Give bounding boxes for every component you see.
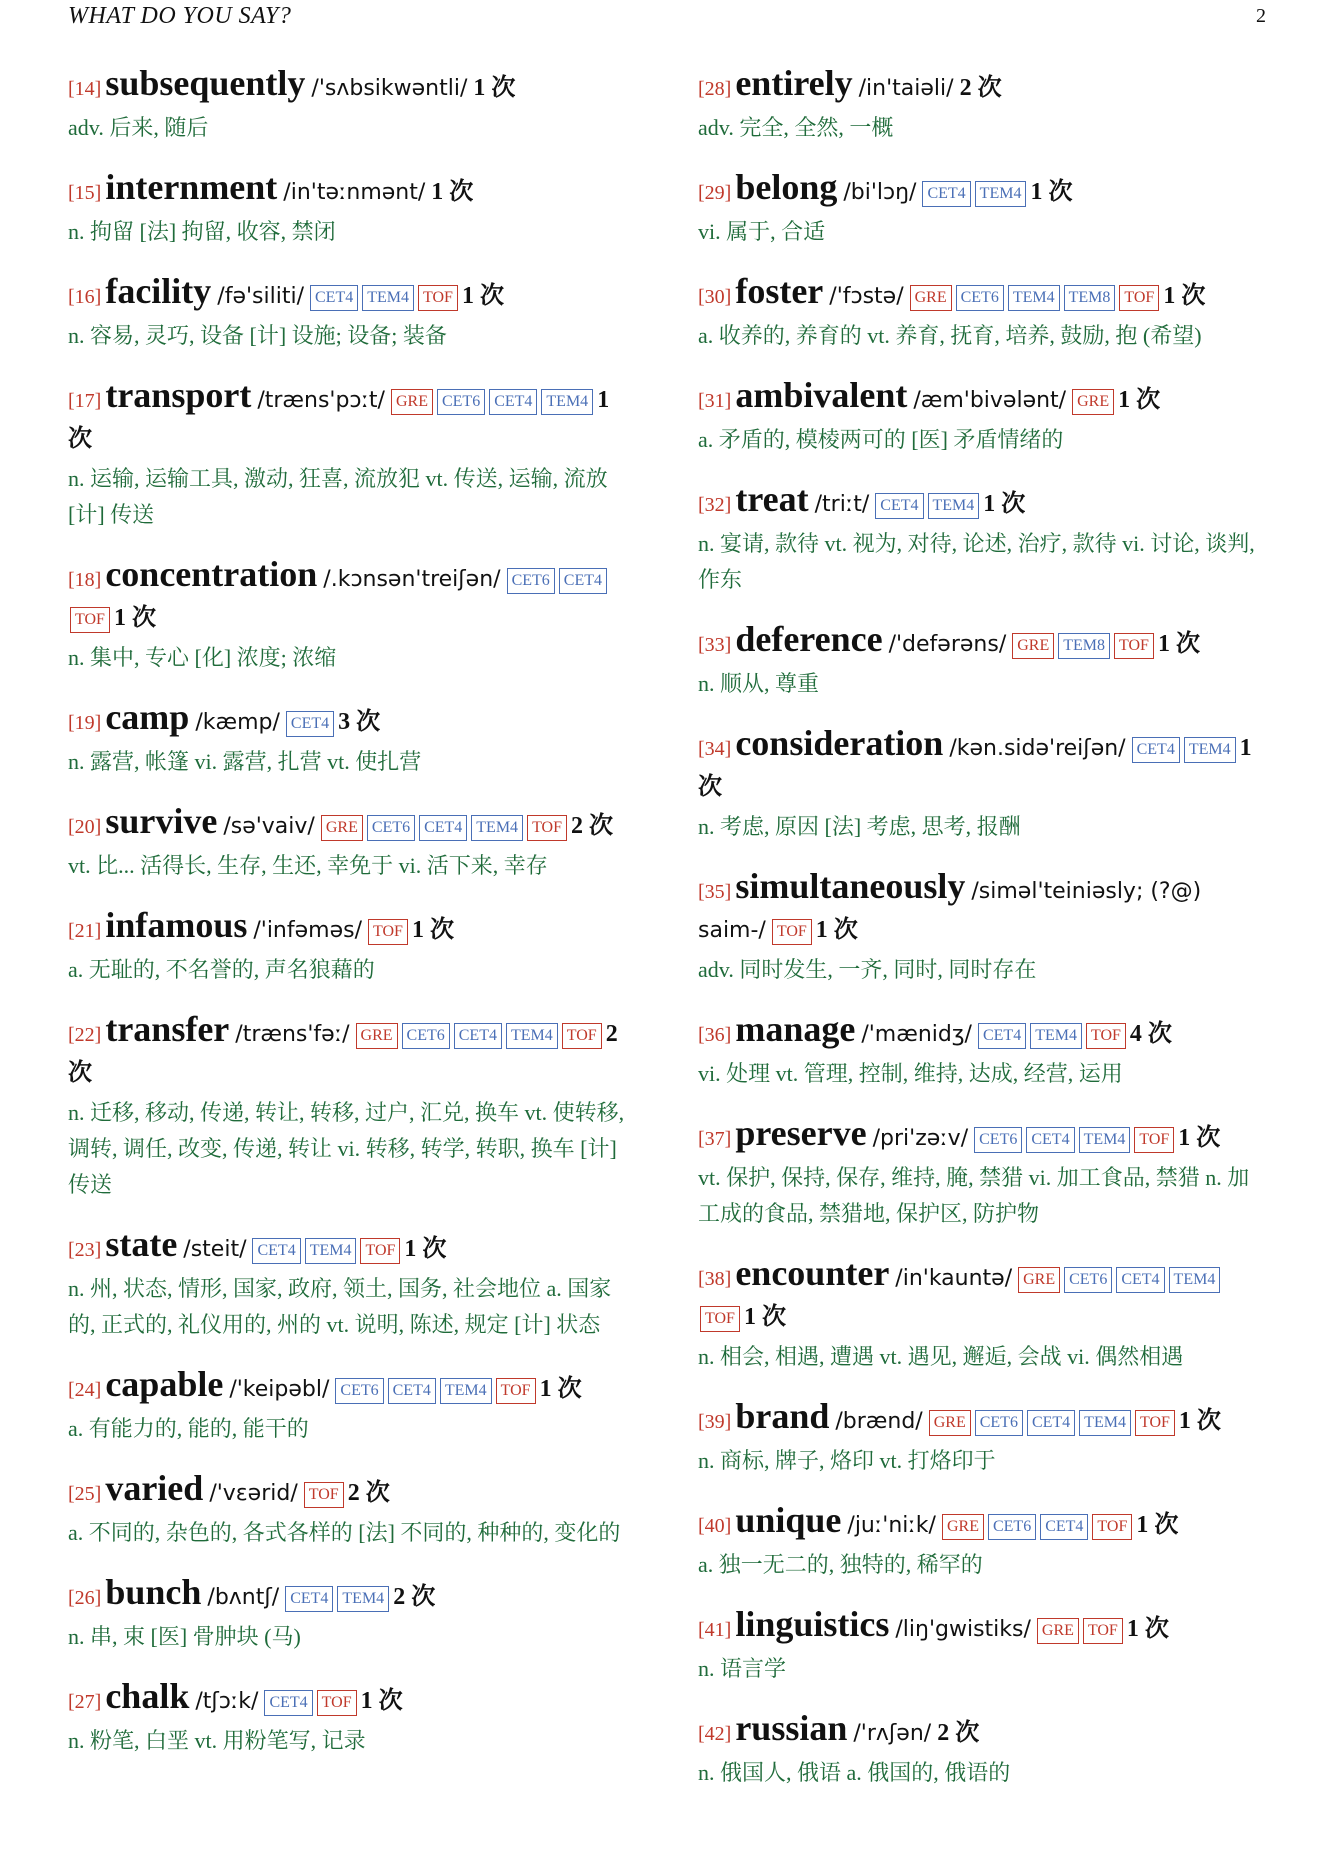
pronunciation: /'rʌʃən/: [853, 1721, 932, 1746]
headword: foster: [735, 271, 824, 311]
vocab-entry: [68, 1010, 636, 1203]
entry-number: [15]: [68, 182, 102, 204]
vocab-entry: [68, 1677, 636, 1759]
entry-number: [39]: [698, 1411, 732, 1433]
definition: a. 无耻的, 不名誉的, 声名狼藉的: [68, 957, 375, 982]
vocab-entry: [68, 555, 636, 676]
exam-tag: TEM8: [1058, 633, 1110, 659]
headword: unique: [735, 1500, 842, 1540]
entry-number: [21]: [68, 920, 102, 942]
occurrence-count: 1 次: [539, 1376, 582, 1402]
exam-tag: TOF: [1086, 1023, 1126, 1049]
entry-head: [68, 1573, 636, 1617]
exam-tag: CET4: [252, 1238, 300, 1264]
entry-number: [41]: [698, 1619, 732, 1641]
entry-head: [68, 1677, 636, 1721]
exam-tag: TEM4: [362, 285, 414, 311]
entry-head: [68, 1010, 636, 1093]
exam-tag: CET6: [988, 1514, 1036, 1540]
exam-tag: TEM4: [1008, 285, 1060, 311]
occurrence-count: 1 次: [411, 917, 454, 943]
entry-head: [698, 272, 1266, 316]
exam-tag: CET6: [956, 285, 1004, 311]
exam-tag: TOF: [368, 919, 408, 945]
exam-tag: CET6: [507, 568, 555, 594]
exam-tag: CET4: [454, 1023, 502, 1049]
exam-tag: TOF: [1135, 1410, 1175, 1436]
definition: n. 露营, 帐篷 vi. 露营, 扎营 vt. 使扎营: [68, 749, 422, 774]
occurrence-count: 4 次: [1129, 1021, 1172, 1047]
page-header: [68, 0, 1266, 32]
exam-tag: CET4: [978, 1023, 1026, 1049]
vocab-entry: [68, 272, 636, 354]
entry-number: [30]: [698, 286, 732, 308]
definition: vi. 处理 vt. 管理, 控制, 维持, 达成, 经营, 运用: [698, 1061, 1123, 1086]
headword: camp: [105, 697, 190, 737]
vocab-entry: [68, 64, 636, 146]
exam-tag: CET4: [922, 181, 970, 207]
right-column: [698, 64, 1266, 1813]
pronunciation: /'defərəns/: [888, 632, 1007, 657]
headword: russian: [735, 1708, 848, 1748]
pronunciation: /bʌntʃ/: [207, 1585, 280, 1610]
exam-tag: TOF: [496, 1378, 536, 1404]
exam-tag: TEM4: [440, 1378, 492, 1404]
exam-tag: CET6: [335, 1378, 383, 1404]
occurrence-count: 2 次: [571, 813, 613, 839]
pronunciation: /in'kauntə/: [895, 1266, 1013, 1291]
exam-tag: TEM4: [975, 181, 1027, 207]
entry-head: [698, 1605, 1266, 1649]
occurrence-count: 1 次: [1118, 387, 1161, 413]
exam-tag: CET4: [1040, 1514, 1088, 1540]
entry-head: [68, 906, 636, 950]
exam-tag: CET4: [1132, 737, 1180, 763]
entry-head: [698, 1254, 1266, 1337]
headword: transport: [105, 375, 252, 415]
entry-number: [42]: [698, 1723, 732, 1745]
entry-number: [35]: [698, 881, 732, 903]
exam-tag: GRE: [929, 1410, 971, 1436]
pronunciation: /pri'zəːv/: [872, 1126, 969, 1151]
pronunciation: /in'taiəli/: [858, 76, 954, 101]
vocab-entry: [698, 272, 1266, 354]
vocab-entry: [68, 1225, 636, 1343]
definition: vi. 属于, 合适: [698, 219, 826, 244]
occurrence-count: 1 次: [1030, 179, 1073, 205]
occurrence-count: 1 次: [815, 917, 858, 943]
headword: manage: [735, 1009, 856, 1049]
headword: preserve: [735, 1113, 867, 1153]
entry-head: [68, 555, 636, 638]
definition: n. 串, 束 [医] 骨肿块 (马): [68, 1624, 301, 1649]
headword: facility: [105, 271, 212, 311]
pronunciation: /.kɔnsən'treiʃən/: [323, 567, 501, 592]
exam-tag: CET4: [1027, 1410, 1075, 1436]
vocab-entry: [68, 1573, 636, 1655]
definition: a. 不同的, 杂色的, 各式各样的 [法] 不同的, 种种的, 变化的: [68, 1520, 621, 1545]
exam-tag: TOF: [70, 607, 110, 633]
exam-tag: CET4: [489, 389, 537, 415]
entry-head: [68, 272, 636, 316]
pronunciation: /'infəməs/: [253, 918, 362, 943]
exam-tag: GRE: [391, 389, 433, 415]
occurrence-count: 1 次: [431, 179, 474, 205]
definition: a. 有能力的, 能的, 能干的: [68, 1416, 309, 1441]
vocab-entry: [698, 1254, 1266, 1375]
pronunciation: /tʃɔːk/: [195, 1689, 259, 1714]
headword: transfer: [105, 1009, 230, 1049]
headword: infamous: [105, 905, 248, 945]
pronunciation: /triːt/: [814, 492, 870, 517]
entry-head: [68, 376, 636, 459]
entry-head: [68, 698, 636, 742]
exam-tag: TOF: [772, 919, 812, 945]
exam-tag: CET4: [286, 711, 334, 737]
definition: n. 州, 状态, 情形, 国家, 政府, 领土, 国务, 社会地位 a. 国家的, 正式的, 礼仪用的, 州的 vt. 说明, 陈述, 规定 [计] 状态: [68, 1276, 612, 1337]
occurrence-count: 1 次: [1178, 1408, 1221, 1434]
exam-tag: TOF: [1119, 285, 1159, 311]
entry-number: [20]: [68, 816, 102, 838]
vocab-entry: [698, 1709, 1266, 1791]
occurrence-count: 2 次: [68, 1021, 618, 1086]
occurrence-count: 1 次: [743, 1304, 786, 1330]
exam-tag: CET4: [285, 1586, 333, 1612]
entry-head: [698, 480, 1266, 524]
headword: bunch: [105, 1572, 202, 1612]
entry-head: [698, 1114, 1266, 1158]
entry-head: [698, 1010, 1266, 1054]
definition: n. 集中, 专心 [化] 浓度; 浓缩: [68, 645, 337, 670]
exam-tag: TEM4: [1030, 1023, 1082, 1049]
entry-head: [68, 1225, 636, 1269]
exam-tag: CET6: [975, 1410, 1023, 1436]
vocab-entry: [698, 1501, 1266, 1583]
headword: linguistics: [735, 1604, 890, 1644]
exam-tag: GRE: [1037, 1618, 1079, 1644]
pronunciation: /siməl'teiniəsly; (?@) saim-/: [698, 879, 1202, 943]
entry-head: [698, 620, 1266, 664]
entry-number: [22]: [68, 1024, 102, 1046]
occurrence-count: 1 次: [1163, 283, 1206, 309]
occurrence-count: 1 次: [113, 605, 156, 631]
entry-number: [24]: [68, 1379, 102, 1401]
entry-number: [36]: [698, 1024, 732, 1046]
headword: consideration: [735, 723, 944, 763]
exam-tag: TEM4: [471, 815, 523, 841]
vocab-entry: [698, 64, 1266, 146]
headword: ambivalent: [735, 375, 908, 415]
pronunciation: /bi'lɔŋ/: [843, 180, 917, 205]
definition: n. 宴请, 款待 vt. 视为, 对待, 论述, 治疗, 款待 vi. 讨论, 谈判, 作东: [698, 531, 1255, 592]
headword: simultaneously: [735, 866, 966, 906]
definition: n. 运输, 运输工具, 激动, 狂喜, 流放犯 vt. 传送, 运输, 流放 [计] 传送: [68, 466, 608, 527]
entry-number: [25]: [68, 1483, 102, 1505]
occurrence-count: 2 次: [959, 75, 1002, 101]
pronunciation: /liŋ'gwistiks/: [895, 1617, 1031, 1642]
exam-tag: GRE: [910, 285, 952, 311]
entry-head: [68, 64, 636, 108]
exam-tag: TEM4: [1079, 1127, 1131, 1153]
exam-tag: CET6: [974, 1127, 1022, 1153]
headword: varied: [105, 1468, 204, 1508]
vocab-entry: [698, 376, 1266, 458]
headword: treat: [735, 479, 809, 519]
exam-tag: TOF: [1134, 1127, 1174, 1153]
entry-number: [40]: [698, 1515, 732, 1537]
definition: adv. 后来, 随后: [68, 115, 209, 140]
pronunciation: /træns'pɔːt/: [257, 388, 385, 413]
exam-tag: TEM4: [1184, 737, 1236, 763]
entry-head: [68, 802, 636, 846]
pronunciation: /'sʌbsikwəntli/: [311, 76, 468, 101]
definition: n. 迁移, 移动, 传递, 转让, 转移, 过户, 汇兑, 换车 vt. 使转移, 调转, 调任, 改变, 传递, 转让 vi. 转移, 转学, 转职, 换车 [计] 传送: [68, 1100, 625, 1197]
entry-number: [23]: [68, 1239, 102, 1261]
exam-tag: TOF: [1114, 633, 1154, 659]
pronunciation: /træns'fəː/: [235, 1022, 350, 1047]
headword: concentration: [105, 554, 318, 594]
definition: n. 商标, 牌子, 烙印 vt. 打烙印于: [698, 1448, 996, 1473]
entry-head: [698, 1501, 1266, 1545]
vocab-entry: [698, 1114, 1266, 1232]
vocab-entry: [68, 376, 636, 533]
vocab-entry: [698, 867, 1266, 988]
exam-tag: GRE: [942, 1514, 984, 1540]
entry-head: [68, 168, 636, 212]
entry-head: [698, 168, 1266, 212]
exam-tag: CET4: [419, 815, 467, 841]
occurrence-count: 1 次: [404, 1236, 447, 1262]
definition: n. 考虑, 原因 [法] 考虑, 思考, 报酬: [698, 814, 1021, 839]
headword: encounter: [735, 1253, 890, 1293]
exam-tag: TOF: [527, 815, 567, 841]
exam-tag: TOF: [700, 1306, 740, 1332]
exam-tag: TEM4: [1169, 1267, 1221, 1293]
exam-tag: CET4: [1026, 1127, 1074, 1153]
definition: n. 容易, 灵巧, 设备 [计] 设施; 设备; 装备: [68, 323, 447, 348]
exam-tag: CET6: [367, 815, 415, 841]
left-column: [68, 64, 636, 1781]
headword: entirely: [735, 63, 853, 103]
entry-number: [16]: [68, 286, 102, 308]
vocab-entry: [68, 1469, 636, 1551]
occurrence-count: 2 次: [347, 1480, 390, 1506]
pronunciation: /fə'siliti/: [217, 284, 304, 309]
definition: n. 顺从, 尊重: [698, 671, 820, 696]
exam-tag: TOF: [360, 1238, 400, 1264]
headword: subsequently: [105, 63, 306, 103]
headword: internment: [105, 167, 278, 207]
vocab-entry: [68, 906, 636, 988]
page-title: WHAT DO YOU SAY?: [68, 2, 292, 29]
exam-tag: CET6: [437, 389, 485, 415]
occurrence-count: 1 次: [360, 1688, 403, 1714]
exam-tag: TEM8: [1064, 285, 1116, 311]
occurrence-count: 1 次: [461, 283, 504, 309]
entry-number: [31]: [698, 390, 732, 412]
pronunciation: /steit/: [183, 1237, 247, 1262]
vocab-entry: [698, 1397, 1266, 1479]
vocab-entry: [698, 1010, 1266, 1092]
entry-head: [698, 1397, 1266, 1441]
pronunciation: /sə'vaiv/: [223, 814, 315, 839]
exam-tag: TOF: [418, 285, 458, 311]
pronunciation: /kæmp/: [195, 710, 280, 735]
entry-head: [698, 64, 1266, 108]
vocab-entry: [68, 802, 636, 884]
occurrence-count: 1 次: [1136, 1512, 1179, 1538]
page-number: 2: [1256, 4, 1266, 27]
entry-head: [698, 376, 1266, 420]
definition: adv. 完全, 全然, 一概: [698, 115, 894, 140]
vocab-entry: [698, 620, 1266, 702]
exam-tag: TEM4: [506, 1023, 558, 1049]
exam-tag: TEM4: [337, 1586, 389, 1612]
exam-tag: TEM4: [1079, 1410, 1131, 1436]
pronunciation: /'keipəbl/: [229, 1377, 330, 1402]
entry-head: [698, 1709, 1266, 1753]
headword: survive: [105, 801, 218, 841]
pronunciation: /'vεərid/: [209, 1481, 298, 1506]
entry-number: [17]: [68, 390, 102, 412]
pronunciation: /brænd/: [835, 1409, 923, 1434]
occurrence-count: 1 次: [1126, 1616, 1169, 1642]
exam-tag: CET6: [1064, 1267, 1112, 1293]
occurrence-count: 1 次: [698, 735, 1252, 800]
pronunciation: /juː'niːk/: [847, 1513, 936, 1538]
vocab-entry: [698, 480, 1266, 598]
occurrence-count: 1 次: [473, 75, 516, 101]
exam-tag: TOF: [562, 1023, 602, 1049]
entry-head: [698, 867, 1266, 950]
pronunciation: /in'təːnmənt/: [283, 180, 426, 205]
entry-number: [38]: [698, 1268, 732, 1290]
entry-number: [34]: [698, 738, 732, 760]
pronunciation: /kən.sidə'reiʃən/: [949, 736, 1126, 761]
vocab-entry: [68, 168, 636, 250]
occurrence-count: 2 次: [393, 1584, 436, 1610]
exam-tag: TOF: [1083, 1618, 1123, 1644]
entry-number: [32]: [698, 494, 732, 516]
entry-head: [698, 724, 1266, 807]
entry-number: [33]: [698, 634, 732, 656]
exam-tag: GRE: [1018, 1267, 1060, 1293]
headword: capable: [105, 1364, 224, 1404]
exam-tag: GRE: [1072, 389, 1114, 415]
entry-number: [19]: [68, 712, 102, 734]
occurrence-count: 2 次: [937, 1720, 980, 1746]
exam-tag: GRE: [356, 1023, 398, 1049]
headword: brand: [735, 1396, 830, 1436]
headword: belong: [735, 167, 838, 207]
exam-tag: TEM4: [928, 493, 980, 519]
occurrence-count: 1 次: [983, 491, 1026, 517]
vocab-entry: [68, 1365, 636, 1447]
occurrence-count: 1 次: [1178, 1125, 1221, 1151]
headword: state: [105, 1224, 178, 1264]
exam-tag: CET4: [388, 1378, 436, 1404]
definition: a. 收养的, 养育的 vt. 养育, 抚育, 培养, 鼓励, 抱 (希望): [698, 323, 1202, 348]
occurrence-count: 1 次: [68, 387, 610, 452]
definition: a. 矛盾的, 模棱两可的 [医] 矛盾情绪的: [698, 427, 1064, 452]
definition: n. 粉笔, 白垩 vt. 用粉笔写, 记录: [68, 1728, 366, 1753]
definition: n. 俄国人, 俄语 a. 俄国的, 俄语的: [698, 1760, 1011, 1785]
occurrence-count: 3 次: [338, 709, 381, 735]
exam-tag: CET4: [310, 285, 358, 311]
exam-tag: GRE: [321, 815, 363, 841]
headword: deference: [735, 619, 883, 659]
vocab-entry: [698, 724, 1266, 845]
exam-tag: CET6: [402, 1023, 450, 1049]
exam-tag: CET4: [1116, 1267, 1164, 1293]
pronunciation: /'mænidʒ/: [861, 1022, 972, 1047]
entry-number: [14]: [68, 78, 102, 100]
definition: n. 相会, 相遇, 遭遇 vt. 遇见, 邂逅, 会战 vi. 偶然相遇: [698, 1344, 1184, 1369]
entry-number: [18]: [68, 569, 102, 591]
exam-tag: TOF: [317, 1690, 357, 1716]
exam-tag: TOF: [1092, 1514, 1132, 1540]
entry-number: [26]: [68, 1587, 102, 1609]
entry-number: [27]: [68, 1691, 102, 1713]
exam-tag: TEM4: [541, 389, 593, 415]
pronunciation: /'fɔstə/: [829, 284, 904, 309]
entry-head: [68, 1469, 636, 1513]
entry-number: [29]: [698, 182, 732, 204]
entry-number: [28]: [698, 78, 732, 100]
vocab-entry: [698, 168, 1266, 250]
exam-tag: TOF: [304, 1482, 344, 1508]
definition: n. 拘留 [法] 拘留, 收容, 禁闭: [68, 219, 336, 244]
pronunciation: /æm'bivələnt/: [913, 388, 1067, 413]
definition: vt. 保护, 保持, 保存, 维持, 腌, 禁猎 vi. 加工食品, 禁猎 n. 加工成的食品, 禁猎地, 保护区, 防护物: [698, 1165, 1250, 1226]
headword: chalk: [105, 1676, 190, 1716]
vocab-entry: [68, 698, 636, 780]
exam-tag: GRE: [1012, 633, 1054, 659]
exam-tag: CET4: [264, 1690, 312, 1716]
exam-tag: CET4: [559, 568, 607, 594]
definition: n. 语言学: [698, 1656, 787, 1681]
entry-number: [37]: [698, 1128, 732, 1150]
exam-tag: TEM4: [305, 1238, 357, 1264]
definition: a. 独一无二的, 独特的, 稀罕的: [698, 1552, 983, 1577]
definition: vt. 比... 活得长, 生存, 生还, 幸免于 vi. 活下来, 幸存: [68, 853, 548, 878]
exam-tag: CET4: [875, 493, 923, 519]
vocab-entry: [698, 1605, 1266, 1687]
entry-head: [68, 1365, 636, 1409]
occurrence-count: 1 次: [1157, 631, 1200, 657]
definition: adv. 同时发生, 一齐, 同时, 同时存在: [698, 957, 1037, 982]
